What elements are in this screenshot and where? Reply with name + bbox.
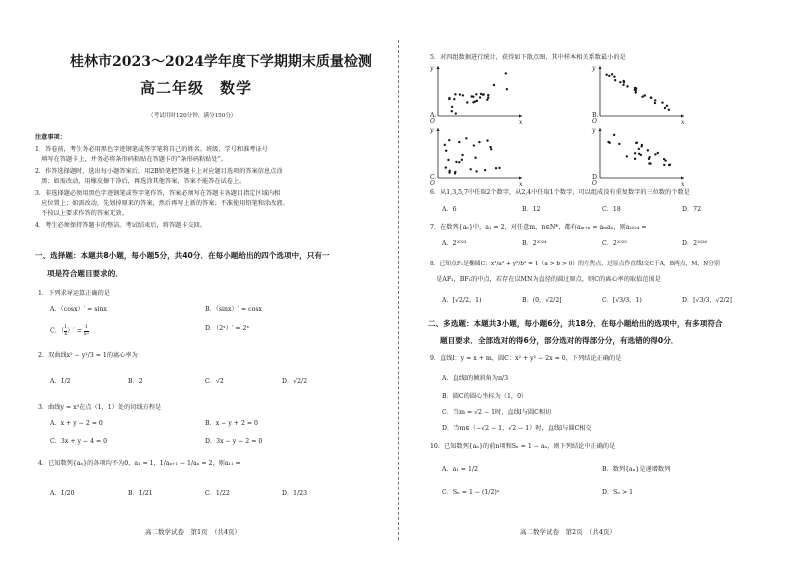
q10-option-d: D．Sₙ > 1: [602, 489, 634, 496]
scatter-point: [455, 161, 457, 163]
section-1-heading-cont: 项是符合题目要求的．: [47, 269, 123, 278]
x-axis-label: x: [519, 181, 523, 188]
scatter-point: [663, 164, 665, 166]
scatter-point: [608, 75, 610, 77]
scatter-point: [619, 81, 621, 83]
q5-option-b: B．: [592, 112, 603, 119]
q1-option-a: A．（cosx）′ = sinx: [50, 306, 107, 313]
x-axis-label: x: [681, 119, 685, 126]
y-axis-label: y: [592, 127, 596, 134]
scatter-point: [490, 148, 492, 150]
scatter-point: [487, 96, 489, 98]
scatter-point: [635, 87, 637, 89]
scatter-point: [505, 72, 507, 74]
q9-option-b: B．圆C的圆心坐标为（1，0）: [442, 393, 528, 400]
q3-option-a: A．x + y − 2 = 0: [50, 420, 103, 427]
scatter-point: [484, 169, 486, 171]
q10-option-c: C．Sₙ = 1 − (1/2)ⁿ: [442, 489, 500, 496]
scatter-point: [475, 93, 477, 95]
y-axis-label: y: [592, 65, 596, 72]
q9-option-c: C．当m = √2 − 1时，直线l与圆C相切: [442, 409, 552, 416]
scatter-point: [613, 134, 615, 136]
q10-option-b: B．数列{aₙ}是递增数列: [602, 466, 671, 473]
scatter-point: [458, 141, 460, 143]
scatter-point: [638, 148, 640, 150]
scatter-point: [661, 101, 663, 103]
scatter-point: [657, 152, 659, 154]
scatter-point: [453, 98, 455, 100]
q3-option-d: D．3x − y − 2 = 0: [205, 438, 263, 445]
q1-option-c: C．（ $\frac{1}{x}$ ）′ = $\frac{1}{\text{x²}}$: [50, 324, 89, 337]
scatter-point: [654, 153, 656, 155]
exam-subtitle: 高二年级 数学: [140, 79, 253, 97]
scatter-point: [650, 96, 652, 98]
scatter-point: [635, 89, 637, 91]
q3-option-c: C．3x + y − 4 = 0: [50, 438, 108, 445]
scatter-point: [634, 152, 636, 154]
q7-option-b: B．2²⁰²⁴: [522, 240, 547, 247]
scatter-point: [451, 110, 453, 112]
scatter-point: [459, 93, 461, 95]
q4-option-d: D．1/23: [282, 490, 308, 497]
note-line: 2．作答选择题时，选出每小题答案后，用2B铅笔把答题卡上对应题目选项的答案信息点涂: [35, 168, 283, 175]
scatter-point: [495, 167, 497, 169]
scatter-point: [462, 94, 464, 96]
scatter-point: [622, 84, 624, 86]
y-axis-arrow: [598, 66, 601, 69]
y-axis-arrow: [436, 128, 439, 131]
q1-option-b: B．（sinx）′ = cosx: [205, 306, 263, 313]
scatter-point: [461, 159, 463, 161]
scatter-point: [654, 99, 656, 101]
note-line: 填写在答题卡上，并务必将条形码粘贴在答题卡的“条形码粘贴处”。: [35, 156, 227, 163]
scatter-point: [445, 150, 447, 152]
q8-option-b: B．(0，√2/2]: [522, 297, 562, 304]
origin-label: O: [430, 118, 435, 125]
question-9-stem: 9．直线l：y = x + m，圆C：x² + y² − 2x = 0，下列结论正确的是: [430, 355, 622, 362]
q8-option-c: C．[√3/3，1): [602, 297, 642, 304]
y-axis-arrow: [598, 128, 601, 131]
exam-time-note: （考试用时120分钟，满分150分）: [148, 113, 237, 119]
question-1-stem: 1．下列求导运算正确的是: [38, 290, 110, 297]
question-8-stem-cont: 是AF₁，BF₁的中点，若存在以MN为直径的圆过原点，则C的离心率的取值范围是: [430, 276, 661, 283]
scatter-point: [455, 112, 457, 114]
note-line: 不按以上要求作答的答案无效。: [35, 210, 128, 217]
note-line: 应位置上；如需改动，先划掉原来的答案，然后再写上新的答案；不准使用铅笔和涂改液。: [35, 200, 289, 207]
scatter-point: [469, 168, 471, 170]
question-8-stem: 8．已知点F₁是椭圆C：x²/a² + y²/b² = 1（a > b > 0）的左焦点，过原点作直线l交C于A，B两点，M，N分别: [430, 261, 720, 267]
question-10-stem: 10．已知数列{aₙ}的前n项和Sₙ = 1 − aₙ，则下列结论中正确的是: [430, 443, 616, 450]
scatter-point: [647, 149, 649, 151]
scatter-point: [474, 100, 476, 102]
page-divider: [398, 40, 399, 540]
origin-label: O: [592, 118, 597, 125]
q6-option-d: D．72: [682, 206, 702, 213]
x-axis-arrow: [681, 114, 684, 117]
exam-page-2: [400, 0, 794, 561]
q8-option-d: D．[√3/3，√2/2]: [682, 297, 732, 304]
question-5-stem: 5．对四组数据进行统计，获得如下散点图，其中样本相关系数最小的是: [430, 54, 626, 61]
note-line: 1．答卷前，考生务必用黑色字迹钢笔或签字笔将自己的姓名、班级、学号和准考证号: [35, 146, 268, 153]
note-line: 4．考生必须保持答题卡的整洁。考试结束后，将答题卡交回。: [35, 222, 206, 229]
q2-option-a: A．1/2: [50, 378, 71, 385]
scatter-point: [614, 79, 616, 81]
scatter-point: [641, 96, 643, 98]
scatter-point: [654, 102, 656, 104]
scatter-point: [448, 139, 450, 141]
notes-heading: 注意事项：: [35, 134, 66, 141]
q9-option-d: D．当m∈（−√2 − 1，√2 − 1）时，直线l与圆C相交: [442, 425, 592, 432]
q5-option-d: D．: [592, 174, 604, 181]
scatter-point: [668, 109, 670, 111]
scatter-plot-b: [590, 64, 690, 126]
scatter-point: [668, 164, 670, 166]
question-2-stem: 2．双曲线x² − y²/3 = 1的离心率为: [38, 352, 138, 359]
scatter-point: [475, 170, 477, 172]
question-7-stem: 7．在数列{aₙ}中，a₁ = 2，对任意m，n∈N*，都有aₘ₊ₙ = aₘaₙ，则a₂₀₂₄ =: [430, 224, 647, 231]
origin-label: O: [430, 180, 435, 187]
section-2-heading: 二、多选题：本题共3小题，每小题6分，共18分．在每小题给出的选项中，有多项符合: [428, 319, 723, 328]
note-line: 黑；如需改动，用橡皮擦干净后，再选涂其他答案，答案不能答在试卷上。: [35, 178, 246, 185]
scatter-point: [480, 93, 482, 95]
q9-option-a: A．直线l的倾斜角为π/3: [442, 375, 509, 382]
scatter-point: [487, 94, 489, 96]
scatter-point: [473, 144, 475, 146]
q7-option-c: C．2²⁰²⁵: [602, 240, 627, 247]
x-axis-arrow: [681, 176, 684, 179]
scatter-point: [644, 94, 646, 96]
scatter-point: [461, 154, 463, 156]
scatter-point: [636, 142, 638, 144]
x-axis-label: x: [519, 119, 523, 126]
q10-option-a: A．a₁ = 1/2: [442, 466, 478, 473]
page-footer: 高二数学试卷 第2页 （共4页）: [520, 528, 617, 536]
y-axis-arrow: [436, 66, 439, 69]
scatter-point: [641, 144, 643, 146]
q4-option-a: A．1/20: [50, 490, 75, 497]
scatter-point: [648, 158, 650, 160]
x-axis-label: x: [681, 181, 685, 188]
scatter-point: [448, 97, 450, 99]
scatter-point: [478, 141, 480, 143]
scatter-point: [483, 93, 485, 95]
q2-option-c: C．√2: [205, 378, 224, 385]
scatter-point: [664, 107, 666, 109]
q2-option-b: B．2: [128, 378, 143, 385]
scatter-point: [649, 162, 651, 164]
scatter-point: [626, 85, 628, 87]
q6-option-c: C．18: [602, 206, 621, 213]
q8-option-a: A．[√2/2，1): [442, 297, 482, 304]
scatter-point: [663, 158, 665, 160]
scatter-point: [454, 172, 456, 174]
scatter-point: [445, 166, 447, 168]
scatter-point: [466, 101, 468, 103]
scatter-point: [479, 96, 481, 98]
scatter-point: [444, 144, 446, 146]
scatter-point: [493, 84, 495, 86]
x-axis-arrow: [519, 176, 522, 179]
scatter-plot-d: [590, 126, 690, 188]
scatter-point: [474, 157, 476, 159]
question-4-stem: 4．已知数列{aₙ}的各项均不为0，a₁ = 1，1/aₙ₊₁ − 1/aₙ = 2，则a₁₁ =: [38, 460, 241, 467]
scatter-point: [605, 74, 607, 76]
scatter-point: [448, 170, 450, 172]
scatter-point: [454, 93, 456, 95]
origin-label: O: [592, 180, 597, 187]
q3-option-b: B．x − y + 2 = 0: [205, 420, 258, 427]
exam-title: 桂林市2023～2024学年度下学期期末质量检测: [70, 54, 372, 70]
y-axis-label: y: [430, 65, 434, 72]
q5-option-c: C．: [430, 174, 441, 181]
scatter-point: [471, 95, 473, 97]
q2-option-d: D．√2/2: [282, 378, 308, 385]
scatter-point: [498, 167, 500, 169]
scatter-point: [638, 153, 640, 155]
scatter-point: [447, 159, 449, 161]
scatter-point: [634, 158, 636, 160]
section-2-heading-cont: 题目要求．全部选对的得6分，部分选对的得部分分，有选错的得0分．: [440, 336, 679, 345]
q6-option-a: A．6: [442, 206, 457, 213]
scatter-point: [506, 88, 508, 90]
x-axis-arrow: [519, 114, 522, 117]
scatter-point: [626, 155, 628, 157]
scatter-plot-a: [428, 64, 528, 126]
q4-option-b: B．1/21: [128, 490, 153, 497]
scatter-point: [618, 143, 620, 145]
scatter-point: [623, 80, 625, 82]
scatter-point: [458, 161, 460, 163]
note-line: 3．非选择题必须用黑色字迹钢笔或签字笔作答，答案必须写在答题卡各题目指定区域内相: [35, 190, 281, 197]
page-footer: 高二数学试卷 第1页 （共4页）: [145, 528, 242, 536]
scatter-point: [465, 137, 467, 139]
scatter-point: [489, 146, 491, 148]
q4-option-c: C．1/22: [205, 490, 230, 497]
q7-option-d: D．2²⁰²⁶: [682, 240, 708, 247]
scatter-point: [611, 73, 613, 75]
question-3-stem: 3．曲线y = x³在点（1，1）处的切线方程是: [38, 404, 162, 411]
q7-option-a: A．2²⁰²³: [442, 240, 467, 247]
q6-option-b: B．12: [522, 206, 541, 213]
q1-option-d: D．（2ˣ）′ = 2ˣ: [205, 325, 250, 332]
scatter-plot-c: [428, 126, 528, 188]
question-6-stem: 6．从1,3,5,7中任取2个数字，从2,4中任取1个数字，可以组成没有重复数字的三位数的个数是: [430, 189, 690, 196]
y-axis-label: y: [430, 127, 434, 134]
scatter-point: [486, 99, 488, 101]
scatter-point: [666, 105, 668, 107]
scatter-point: [607, 141, 609, 143]
scatter-point: [486, 139, 488, 141]
scatter-point: [613, 75, 615, 77]
scatter-point: [451, 106, 453, 108]
q5-option-a: A．: [430, 112, 441, 119]
section-1-heading: 一、选择题：本题共8小题，每小题5分，共40分．在每小题给出的四个选项中，只有一: [35, 251, 330, 260]
